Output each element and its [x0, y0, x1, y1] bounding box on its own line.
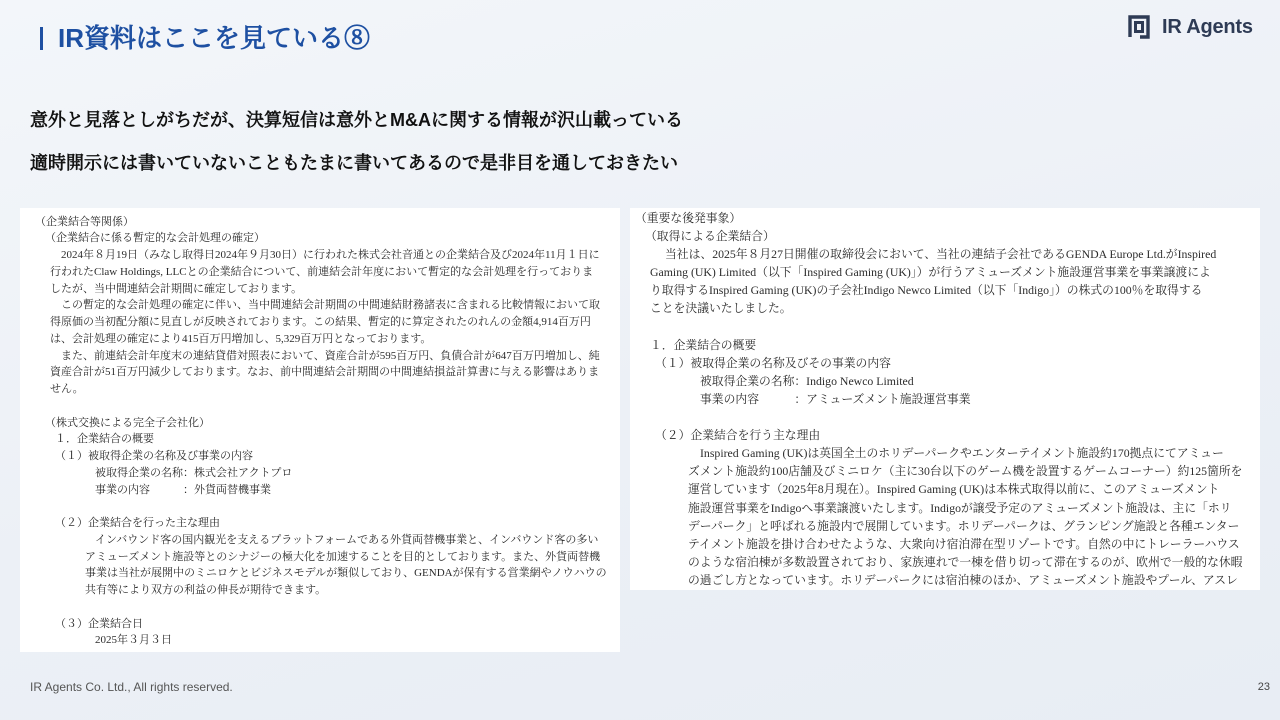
slide-title: IR資料はここを見ている⑧ — [58, 23, 371, 53]
key-point: 意外と見落としがちだが、決算短信は意外とM&Aに関する情報が沢山載っている — [30, 110, 683, 130]
excerpt-line: 当社は、2025年８月27日開催の取締役会において、当社の連結子会社であるGENDA Europe Ltd.がInspired — [665, 247, 1217, 262]
acquiree-name: 被取得企業の名称：株式会社アクトプロ — [95, 466, 293, 479]
excerpt-line: の過ごし方となっています。ホリデーパークには宿泊棟のほか、アミューズメント施設やプール、アスレ — [688, 572, 1238, 587]
excerpt-line: 事業は当社が展開中のミニロケとビジネスモデルが類似しており、GENDAが保有する営業網やノウハウの — [85, 567, 607, 580]
excerpt-line: は、会計処理の確定により415百万円増加し、5,329百万円となっております。 — [50, 332, 432, 345]
acquiree-name: 被取得企業の名称：Indigo Newco Limited — [700, 373, 914, 388]
excerpt-section-heading: （企業結合等関係） — [35, 215, 134, 228]
excerpt-section-heading: （重要な後発事象） — [635, 211, 742, 225]
excerpt-item-heading: １．企業結合の概要 — [55, 433, 154, 446]
excerpt-item-heading: （２）企業結合を行う主な理由 — [655, 428, 821, 443]
excerpt-subsequent-events — [630, 208, 1260, 590]
excerpt-line: テイメント施設を掛け合わせたような、大衆向け宿泊滞在型リゾートです。自然の中にトレーラーハウス — [688, 536, 1240, 551]
excerpt-line: 行われたClaw Holdings, LLCとの企業結合について、前連結会計年度において暫定的な会計処理を行っておりま — [50, 265, 594, 278]
excerpt-line: また、前連結会計年度末の連結貸借対照表において、資産合計が595百万円、負債合計が647百万円増加し、純 — [61, 349, 600, 362]
line-spacer — [20, 599, 620, 616]
excerpt-line: 2024年８月19日（みなし取得日2024年９月30日）に行われた株式会社音通との企業結合及び2024年11月１日に — [61, 249, 600, 262]
excerpt-line: ズメント施設約100店舗及びミニロケ（主に30台以下のゲーム機を設置するゲームコーナー）約125箇所を — [688, 464, 1243, 479]
excerpt-subsection-heading: （取得による企業結合） — [645, 229, 775, 244]
title-accent-bar — [40, 27, 43, 50]
excerpt-subsection-heading: （企業結合に係る暫定的な会計処理の確定） — [45, 232, 265, 245]
excerpt-line: 運営しています（2025年8月現在）。Inspired Gaming (UK)は本株式取得以前に、このアミューズメント — [688, 482, 1220, 497]
excerpt-item-heading: （３）企業結合日 — [55, 617, 143, 630]
logo-mark-icon — [1128, 15, 1150, 39]
excerpt-line: せん。 — [50, 383, 84, 396]
excerpt-line: したが、当中間連結会計期間に確定しております。 — [50, 282, 303, 295]
key-point: 適時開示には書いていないこともたまに書いてあるので是非目を通しておきたい — [30, 153, 678, 173]
acquiree-business: 事業の内容 ：外貨両替機事業 — [95, 483, 271, 496]
line-spacer — [630, 318, 1260, 336]
excerpt-line: この暫定的な会計処理の確定に伴い、当中間連結会計期間の中間連結財務諸表に含まれる比較情報において取 — [61, 299, 600, 312]
line-spacer — [20, 398, 620, 415]
page-number: 23 — [1257, 681, 1270, 693]
excerpt-line: 得原価の当初配分額に見直しが反映されております。この結果、暫定的に算定されたのれんの金額4,914百万円 — [50, 316, 591, 329]
excerpt-line: 資産合計が51百万円減少しております。なお、前中間連結会計期間の中間連結損益計算書に与える影響はありま — [50, 366, 600, 379]
excerpt-line: Inspired Gaming (UK)は英国全土のホリデーパークやエンターテイメント施設約170拠点にてアミュー — [700, 446, 1224, 461]
excerpt-line: 共有等により双方の利益の伸長が期待できます。 — [85, 584, 327, 597]
logo-text: IR Agents — [1162, 16, 1253, 38]
excerpt-line: Gaming (UK) Limited（以下「Inspired Gaming (UK)」）が行うアミューズメント施設運営事業を事業譲渡によ — [650, 265, 1211, 280]
excerpt-item-heading: （１）被取得企業の名称及び事業の内容 — [55, 450, 253, 463]
excerpt-item-heading: （２）企業結合を行った主な理由 — [55, 517, 220, 530]
excerpt-subsection-heading: （株式交換による完全子会社化） — [45, 416, 210, 429]
excerpt-item-heading: １．企業結合の概要 — [650, 337, 757, 352]
acquiree-business: 事業の内容 ：アミューズメント施設運営事業 — [700, 391, 971, 406]
excerpt-line: アミューズメント施設等とのシナジーの極大化を加速することを目的としております。また、外貨両替機 — [85, 550, 601, 563]
excerpt-business-combinations — [20, 208, 620, 652]
excerpt-line: デーパーク」と呼ばれる施設内で展開しています。ホリデーパークは、グランピング施設と各種エンター — [688, 518, 1240, 533]
excerpt-line: のような宿泊棟が多数設置されており、家族連れで一棟を借り切って滞在するのが、欧州で一般的な休暇 — [688, 554, 1243, 569]
excerpt-line: ことを決議いたしました。 — [650, 301, 792, 316]
line-spacer — [630, 408, 1260, 426]
excerpt-item-heading: （１）被取得企業の名称及びその事業の内容 — [655, 355, 891, 370]
excerpt-line: り取得するInspired Gaming (UK)の子会社Indigo Newco Limited（以下「Indigo」）の株式の100％を取得する — [650, 283, 1203, 298]
excerpt-line: インバウンド客の国内観光を支えるプラットフォームである外貨両替機事業と、インバウンド客の多い — [95, 533, 599, 546]
combination-date: 2025年３月３日 — [95, 634, 172, 647]
excerpt-line: 施設運営事業をIndigoへ事業譲渡いたします。Indigoが譲受予定のアミューズメント施設は、主に「ホリ — [688, 500, 1232, 515]
line-spacer — [20, 498, 620, 515]
copyright-footer: IR Agents Co. Ltd., All rights reserved. — [30, 680, 233, 694]
